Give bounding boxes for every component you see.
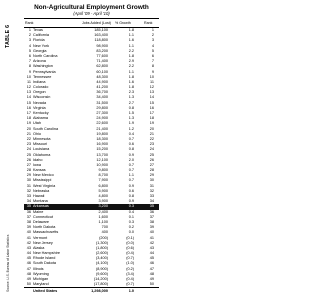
row-rank-2: 3 [151,38,154,43]
row-rank: 12 [26,85,31,90]
row-state: California [33,33,50,38]
row-growth: 0.9 [128,199,134,204]
row-rank-2: 30 [149,178,154,183]
row-state: Nevada [33,100,47,105]
row-jobs: 10,900 [96,162,108,167]
row-rank: 47 [26,266,31,271]
row-rank-2: 48 [149,271,154,276]
row-jobs: 62,800 [96,64,108,69]
row-jobs: 36,700 [96,90,108,95]
row-growth: 0.4 [128,209,134,214]
row-growth: 0.7 [128,168,134,173]
row-growth: 1.6 [128,38,134,43]
row-state: Minnesota [33,136,51,141]
row-rank: 35 [26,204,31,209]
row-jobs: 44,900 [96,79,108,84]
row-growth: 1.1 [128,43,134,48]
row-rank: 13 [26,90,31,95]
row-rank: 16 [26,105,31,110]
row-rank-2: 7 [151,59,154,64]
row-jobs: 5,900 [98,188,108,193]
row-growth: (0.7) [126,282,134,287]
row-state: Kentucky [33,111,49,115]
row-rank-2: 14 [149,95,154,100]
row-jobs: 21,400 [96,126,108,131]
row-jobs: 19,800 [96,131,108,136]
row-rank-2: 5 [151,48,154,53]
row-growth: 1.3 [128,116,134,121]
row-state: Rhode Island [33,256,56,261]
row-growth: 1.1 [128,69,134,74]
row-rank: 45 [26,256,31,261]
row-rank: 42 [26,240,31,245]
row-state: Alabama [33,116,48,121]
row-rank-2: 9 [151,69,154,74]
row-rank-2: 32 [149,188,154,193]
row-growth: (1.0) [126,261,134,266]
row-growth: 2.3 [128,90,134,95]
row-rank: 11 [27,79,31,84]
row-jobs: 8,700 [98,173,108,178]
row-rank-2: 22 [149,136,154,141]
row-rank: 3 [28,38,31,43]
row-jobs: 31,500 [96,100,108,105]
row-rank-2: 13 [149,90,154,95]
row-state: Virginia [33,105,46,110]
row-state: Mississippi [33,178,52,183]
row-jobs: 48,300 [96,74,108,79]
row-rank-2: 15 [149,100,154,105]
row-rank: 36 [26,209,31,214]
row-jobs: 400 [101,230,108,235]
row-state: Pennsylvania [33,69,56,74]
row-jobs: 24,900 [96,116,108,121]
row-growth: 0.2 [128,225,134,230]
row-rank-2: 25 [149,152,154,157]
row-jobs: (14,200) [93,277,108,281]
row-state: Oregon [33,90,46,95]
row-rank-2: 43 [149,245,154,250]
row-growth: 0.9 [128,152,134,157]
row-rank: 22 [26,136,31,141]
row-state: New Hampshire [33,251,61,256]
row-growth: 0.7 [128,178,134,183]
row-state: Alaska [33,245,45,250]
row-rank-2: 45 [149,256,154,261]
row-rank-2: 27 [149,162,154,167]
row-state: Illinois [33,266,44,271]
row-rank-2: 23 [149,142,154,147]
row-jobs: 700 [101,225,108,230]
row-rank: 7 [28,59,31,64]
row-jobs: 12,100 [96,157,108,162]
row-state: North Carolina [33,53,58,58]
row-rank-2: 31 [149,183,154,188]
row-rank: 29 [26,173,31,178]
row-growth: 2.2 [128,64,134,69]
total-jobs: 1,298,000 [91,289,108,294]
row-state: Florida [33,38,45,43]
row-jobs: 1,100 [98,219,108,224]
row-rank: 8 [28,64,31,69]
row-state: Connecticut [33,214,54,219]
row-growth: 0.3 [128,204,134,209]
row-jobs: 9,800 [98,168,108,173]
row-jobs: 83,200 [96,48,108,53]
row-jobs: (17,800) [93,282,108,287]
row-rank-2: 50 [149,282,154,287]
total-growth: 1.0 [128,289,134,294]
row-jobs: (3,400) [95,256,108,261]
row-rank: 2 [28,33,31,38]
row-jobs: 18,300 [96,136,108,141]
row-rank-2: 36 [149,209,154,214]
row-growth: 1.8 [128,74,134,79]
table-subtitle: (April '09 - April '10) [73,11,110,16]
row-jobs: 15,200 [96,147,108,152]
row-growth: 2.0 [128,157,134,162]
row-rank: 41 [26,235,31,240]
row-jobs: 29,800 [96,105,108,110]
header-rank: Rank [25,21,34,25]
row-rank: 6 [28,53,31,58]
row-growth: (0.2) [126,266,134,271]
row-state: Washington [33,64,53,69]
row-jobs: 6,800 [98,183,108,188]
row-rank: 9 [28,69,31,74]
header-rank-2: Rank [144,21,153,25]
row-rank: 28 [26,168,31,173]
row-rank-2: 37 [149,214,154,219]
row-rank-2: 20 [149,126,154,131]
row-jobs: 118,800 [94,38,108,43]
row-rank-2: 1 [151,28,154,32]
row-rank-2: 40 [149,230,154,235]
row-growth: (0.4) [126,277,134,281]
row-jobs: 7,900 [98,178,108,183]
row-rank: 39 [26,225,31,230]
row-jobs: 60,100 [96,69,108,74]
table-body [24,28,159,287]
table-label: TABLE 6 [5,24,11,48]
row-rank-2: 38 [149,219,154,224]
row-growth: 1.5 [128,111,134,115]
row-rank: 4 [28,43,31,48]
row-jobs: 34,400 [96,95,108,100]
row-jobs: 27,300 [96,111,108,115]
row-state: Nebraska [33,188,50,193]
row-rank: 19 [26,121,31,126]
row-rank: 27 [26,162,31,167]
row-jobs: (2,600) [95,251,108,256]
row-rank: 44 [26,251,31,256]
row-rank: 34 [26,199,31,204]
row-rank-2: 29 [149,173,154,178]
row-rank-2: 47 [149,266,154,271]
row-state: West Virginia [33,183,56,188]
row-growth: 2.7 [128,100,134,105]
row-growth: 0.7 [128,162,134,167]
row-state: Georgia [33,48,47,53]
row-state: New Mexico [33,173,54,178]
row-rank-2: 12 [149,85,154,90]
row-rank-2: 16 [149,105,154,110]
row-rank-2: 46 [149,261,154,266]
row-rank-2: 2 [151,33,154,38]
row-jobs: 163,400 [94,33,108,38]
row-rank-2: 10 [149,74,154,79]
table-header [24,19,159,28]
row-rank-2: 42 [149,240,154,245]
row-growth: 0.3 [128,219,134,224]
row-growth: 0.6 [128,142,134,147]
row-growth: 0.1 [128,214,134,219]
row-rank: 14 [26,95,31,100]
row-rank: 5 [28,48,31,53]
row-growth: 0.8 [128,147,134,152]
row-state: Wisconsin [33,95,51,100]
row-rank: 49 [26,277,31,281]
row-jobs: (1,300) [95,240,108,245]
row-state: Indiana [33,79,46,84]
row-growth: 1.1 [128,173,134,178]
row-growth: 1.8 [128,28,134,32]
row-state: Oklahoma [33,152,51,157]
row-rank: 40 [26,230,31,235]
row-rank-2: 8 [151,64,154,69]
row-growth: 0.6 [128,188,134,193]
row-growth: (3.4) [126,271,134,276]
row-growth: 2.9 [128,59,134,64]
row-growth: 0.8 [128,105,134,110]
row-state: Tennessee [33,74,52,79]
row-rank: 38 [26,219,31,224]
row-rank-2: 21 [149,131,154,136]
row-rank-2: 44 [149,251,154,256]
row-state: Idaho [33,157,43,162]
row-jobs: 1,600 [98,214,108,219]
row-state: Utah [33,121,42,126]
row-state: Texas [33,28,43,32]
row-rank: 43 [26,245,31,250]
row-rank: 37 [26,214,31,219]
row-rank: 17 [26,111,31,115]
row-rank: 30 [26,178,31,183]
row-jobs: 71,400 [96,59,108,64]
row-rank: 50 [26,282,31,287]
row-rank: 23 [26,142,31,147]
row-growth: (0.6) [126,245,134,250]
row-jobs: (9,600) [95,271,108,276]
row-rank: 1 [28,28,31,32]
row-state: Delaware [33,219,50,224]
row-state: Colorado [33,85,49,90]
row-rank-2: 4 [151,43,154,48]
row-state: Iowa [33,162,42,167]
row-jobs: 2,400 [98,209,108,214]
row-growth: 2.2 [128,48,134,53]
row-rank-2: 49 [149,277,154,281]
row-growth: 1.1 [128,33,134,38]
total-state: United States [33,289,58,294]
row-rank: 21 [26,131,31,136]
row-state: Maine [33,209,44,214]
row-growth: 0.8 [128,194,134,198]
row-rank: 18 [26,116,31,121]
row-rank-2: 33 [149,194,154,198]
row-rank: 31 [26,183,31,188]
row-jobs: 98,900 [96,43,108,48]
row-growth: 0.4 [128,131,134,136]
row-rank-2: 34 [149,199,154,204]
row-growth: (0.0) [126,240,134,245]
total-row [24,287,159,294]
header-growth: % Growth [115,21,131,25]
row-jobs: 4,800 [98,194,108,198]
row-rank: 25 [26,152,31,157]
row-rank: 32 [26,188,31,193]
source-note: Source: U.S. Bureau of Labor Statistics [6,234,10,292]
row-rank: 24 [26,147,31,152]
row-jobs: (200) [99,235,108,240]
row-rank: 46 [26,261,31,266]
row-jobs: (8,900) [95,266,108,271]
row-rank-2: 35 [149,204,154,209]
row-state: Kansas [33,168,46,173]
row-jobs: (1,800) [95,245,108,250]
row-state: South Carolina [33,126,59,131]
row-jobs: 13,700 [96,152,108,157]
row-state: Michigan [33,277,49,281]
row-state: South Dakota [33,261,57,266]
row-growth: 1.3 [128,95,134,100]
row-rank-2: 18 [149,116,154,121]
row-rank-2: 41 [149,235,154,240]
row-rank: 10 [26,74,31,79]
row-rank-2: 19 [149,121,154,126]
row-rank-2: 24 [149,147,154,152]
row-state: Vermont [33,235,48,240]
row-rank: 15 [26,100,31,105]
row-state: Arkansas [33,204,49,209]
row-jobs: 41,200 [96,85,108,90]
row-jobs: (4,100) [95,261,108,266]
row-state: New York [33,43,50,48]
row-state: Massachusetts [33,230,59,235]
row-rank: 26 [26,157,31,162]
row-state: Arizona [33,59,46,64]
row-jobs: 185,100 [94,28,108,32]
table-title: Non-Agricultural Employment Growth [34,4,149,11]
row-growth: 1.2 [128,126,134,131]
row-jobs: 16,900 [96,142,108,147]
row-state: Ohio [33,131,42,136]
row-rank-2: 11 [150,79,154,84]
row-state: New Jersey [33,240,53,245]
row-growth: 1.8 [128,85,134,90]
row-growth: 0.7 [128,136,134,141]
header-jobs: Jobs Added (Lost) [82,21,111,25]
row-state: Louisiana [33,147,50,152]
row-state: Wyoming [33,271,49,276]
row-state: Montana [33,199,48,204]
row-state: North Dakota [33,225,56,230]
row-state: Maryland [33,282,49,287]
row-growth: (0.4) [126,251,134,256]
row-rank: 48 [26,271,31,276]
row-rank-2: 26 [149,157,154,162]
row-rank-2: 28 [149,168,154,173]
row-jobs: 22,600 [96,121,108,126]
row-state: Hawaii [33,194,45,198]
row-jobs: 3,200 [98,204,108,209]
row-growth: (0.7) [126,256,134,261]
row-jobs: 77,600 [96,53,108,58]
row-rank-2: 17 [149,111,154,115]
row-rank: 20 [26,126,31,131]
row-rank-2: 39 [149,225,154,230]
row-growth: 1.9 [128,121,134,126]
row-rank: 33 [26,194,31,198]
employment-table [24,18,159,297]
row-growth: 1.8 [128,53,134,58]
row-rank-2: 6 [151,53,154,58]
row-growth: 0.0 [128,230,134,235]
row-growth: 0.9 [128,183,134,188]
row-growth: 1.6 [128,79,134,84]
row-growth: (0.1) [126,235,134,240]
row-state: Missouri [33,142,48,147]
row-jobs: 3,900 [98,199,108,204]
